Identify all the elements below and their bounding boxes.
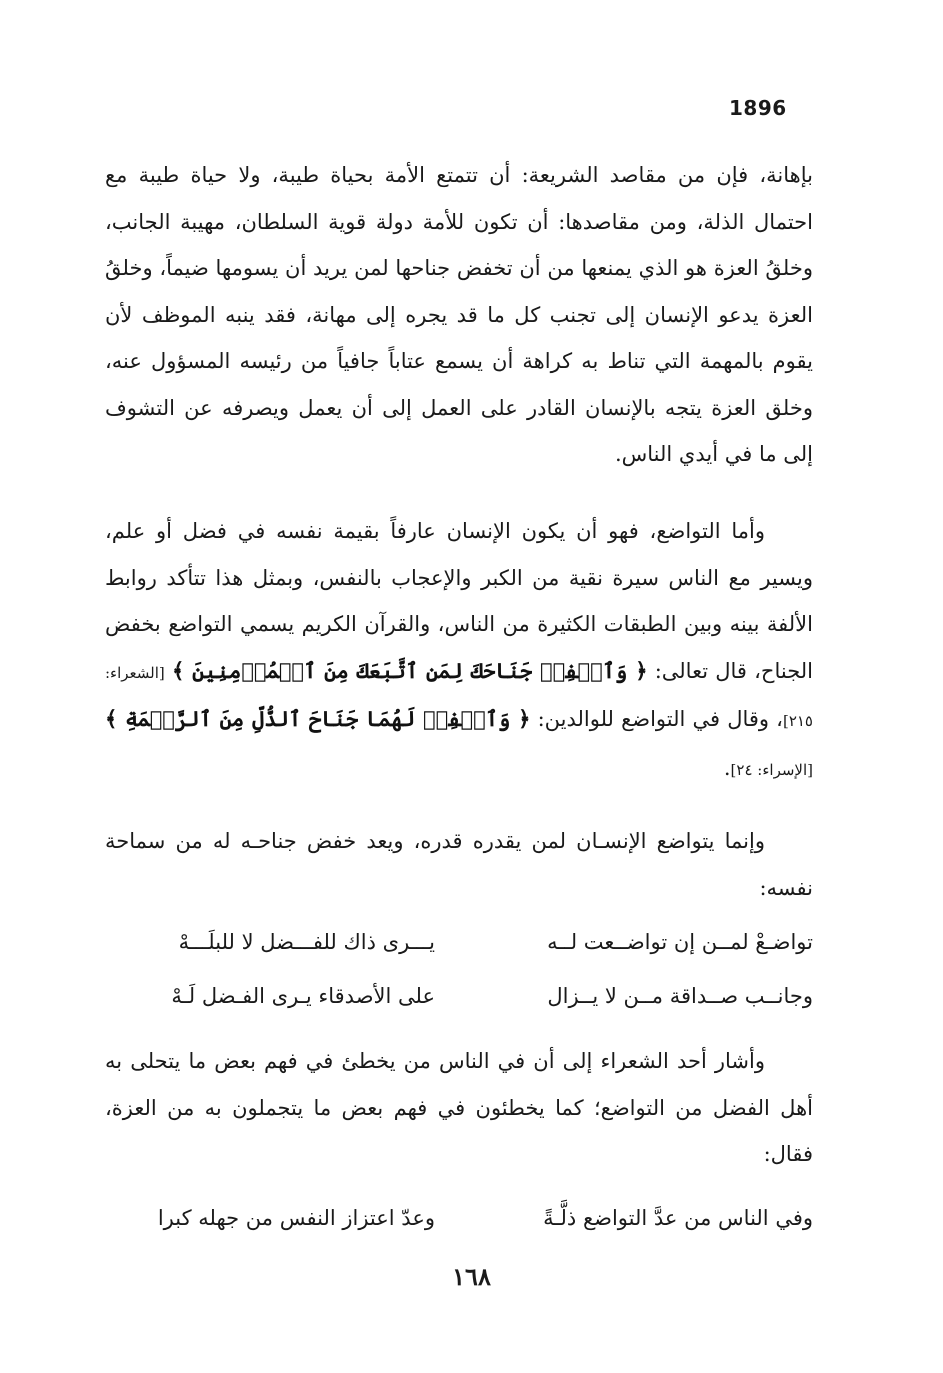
paragraph-text: وإنما يتواضع الإنسـان لمن يقدره قدره، ويعد خفض جناحـه له من سماحة نفسه: xyxy=(105,829,813,900)
paragraph-end: . xyxy=(723,755,731,780)
quran-reference: [الشعراء: ٢١٥] xyxy=(105,663,813,730)
quran-reference: [الإسراء: ٢٤] xyxy=(730,760,813,779)
page-number: ١٦٨ xyxy=(452,1262,491,1291)
verse-second-hemistich: يـــرى ذاك للفـــضل لا للبلَـــهْ xyxy=(178,930,435,954)
paragraph-honor xyxy=(105,152,813,478)
paragraph-text: وأشار أحد الشعراء إلى أن في الناس من يخطئ في فهم بعض ما يتحلى به أهل الفضل من التواضع؛ كما يخطئون في فهم بعض ما يتجملون به من العزة، فقال: xyxy=(105,1049,813,1166)
poem-verse xyxy=(105,1198,813,1238)
paragraph-text: بإهانة، فإن من مقاصد الشريعة: أن تتمتع الأمة بحياة طيبة، ولا حياة طيبة مع احتمال الذلة، ومن مقاصدها: أن تكون للأمة دولة قوية السلطان، مهيبة الجانب، وخلقُ العزة هو الذي يمنعها من أن تخفض جناحها لمن يريد أن يسومها ضيماً، وخلقُ العزة يدعو الإنسان إلى تجنب كل ما قد يجره إلى مهانة، فقد ينبه الموظف لأن يقوم بالمهمة التي تناط به كراهة أن يسمع عتاباً جافياً من رئيسه المسؤول عنه، وخلق العزة يتجه بالإنسان القادر على العمل إلى أن يعمل ويصرفه عن التشوف إلى ما في أيدي الناس. xyxy=(105,163,813,466)
quran-verse: ﴿ وَٱخۡفِضۡ لَهُمَا جَنَاحَ ٱلذُّلِّ مِنَ ٱلرَّحۡمَةِ ﴾ xyxy=(105,706,531,731)
verse-second-hemistich: وعدّ اعتزاز النفس من جهله كبرا xyxy=(157,1206,435,1230)
paragraph-humility xyxy=(105,508,813,793)
paragraph-poem-intro xyxy=(105,818,813,911)
paragraph-poet-reference xyxy=(105,1038,813,1178)
verse-second-hemistich: على الأصدقاء يـرى الفـضل لَـهْ xyxy=(171,984,435,1008)
verse-first-hemistich: تواضـعْ لمــن إن تواضــعت لــه xyxy=(547,930,813,954)
poem-verse xyxy=(105,922,813,962)
verse-first-hemistich: وجانــب صــداقة مــن لا يــزال xyxy=(547,984,813,1008)
poem-verse xyxy=(105,976,813,1016)
verse-first-hemistich: وفي الناس من عدَّ التواضع ذلَّـةً xyxy=(543,1206,813,1230)
paragraph-middle: ، وقال في التواضع للوالدين: xyxy=(537,707,783,731)
page-tag: 1896 xyxy=(729,96,787,120)
paragraph-intro: وأما التواضع، فهو أن يكون الإنسان عارفاً بقيمة نفسه في فضل أو علم، ويسير مع الناس سيرة نقية من الكبر والإعجاب بالنفس، وبمثل هذا تتأكد روابط الألفة بينه وبين الطبقات الكثيرة من الناس، والقرآن الكريم يسمي التواضع بخفض الجناح، قال تعالى: xyxy=(105,519,813,683)
quran-verse: ﴿ وَٱخۡفِضۡ جَنَاحَكَ لِمَنِ ٱتَّبَعَكَ مِنَ ٱلۡمُؤۡمِنِينَ ﴾ xyxy=(171,657,648,683)
